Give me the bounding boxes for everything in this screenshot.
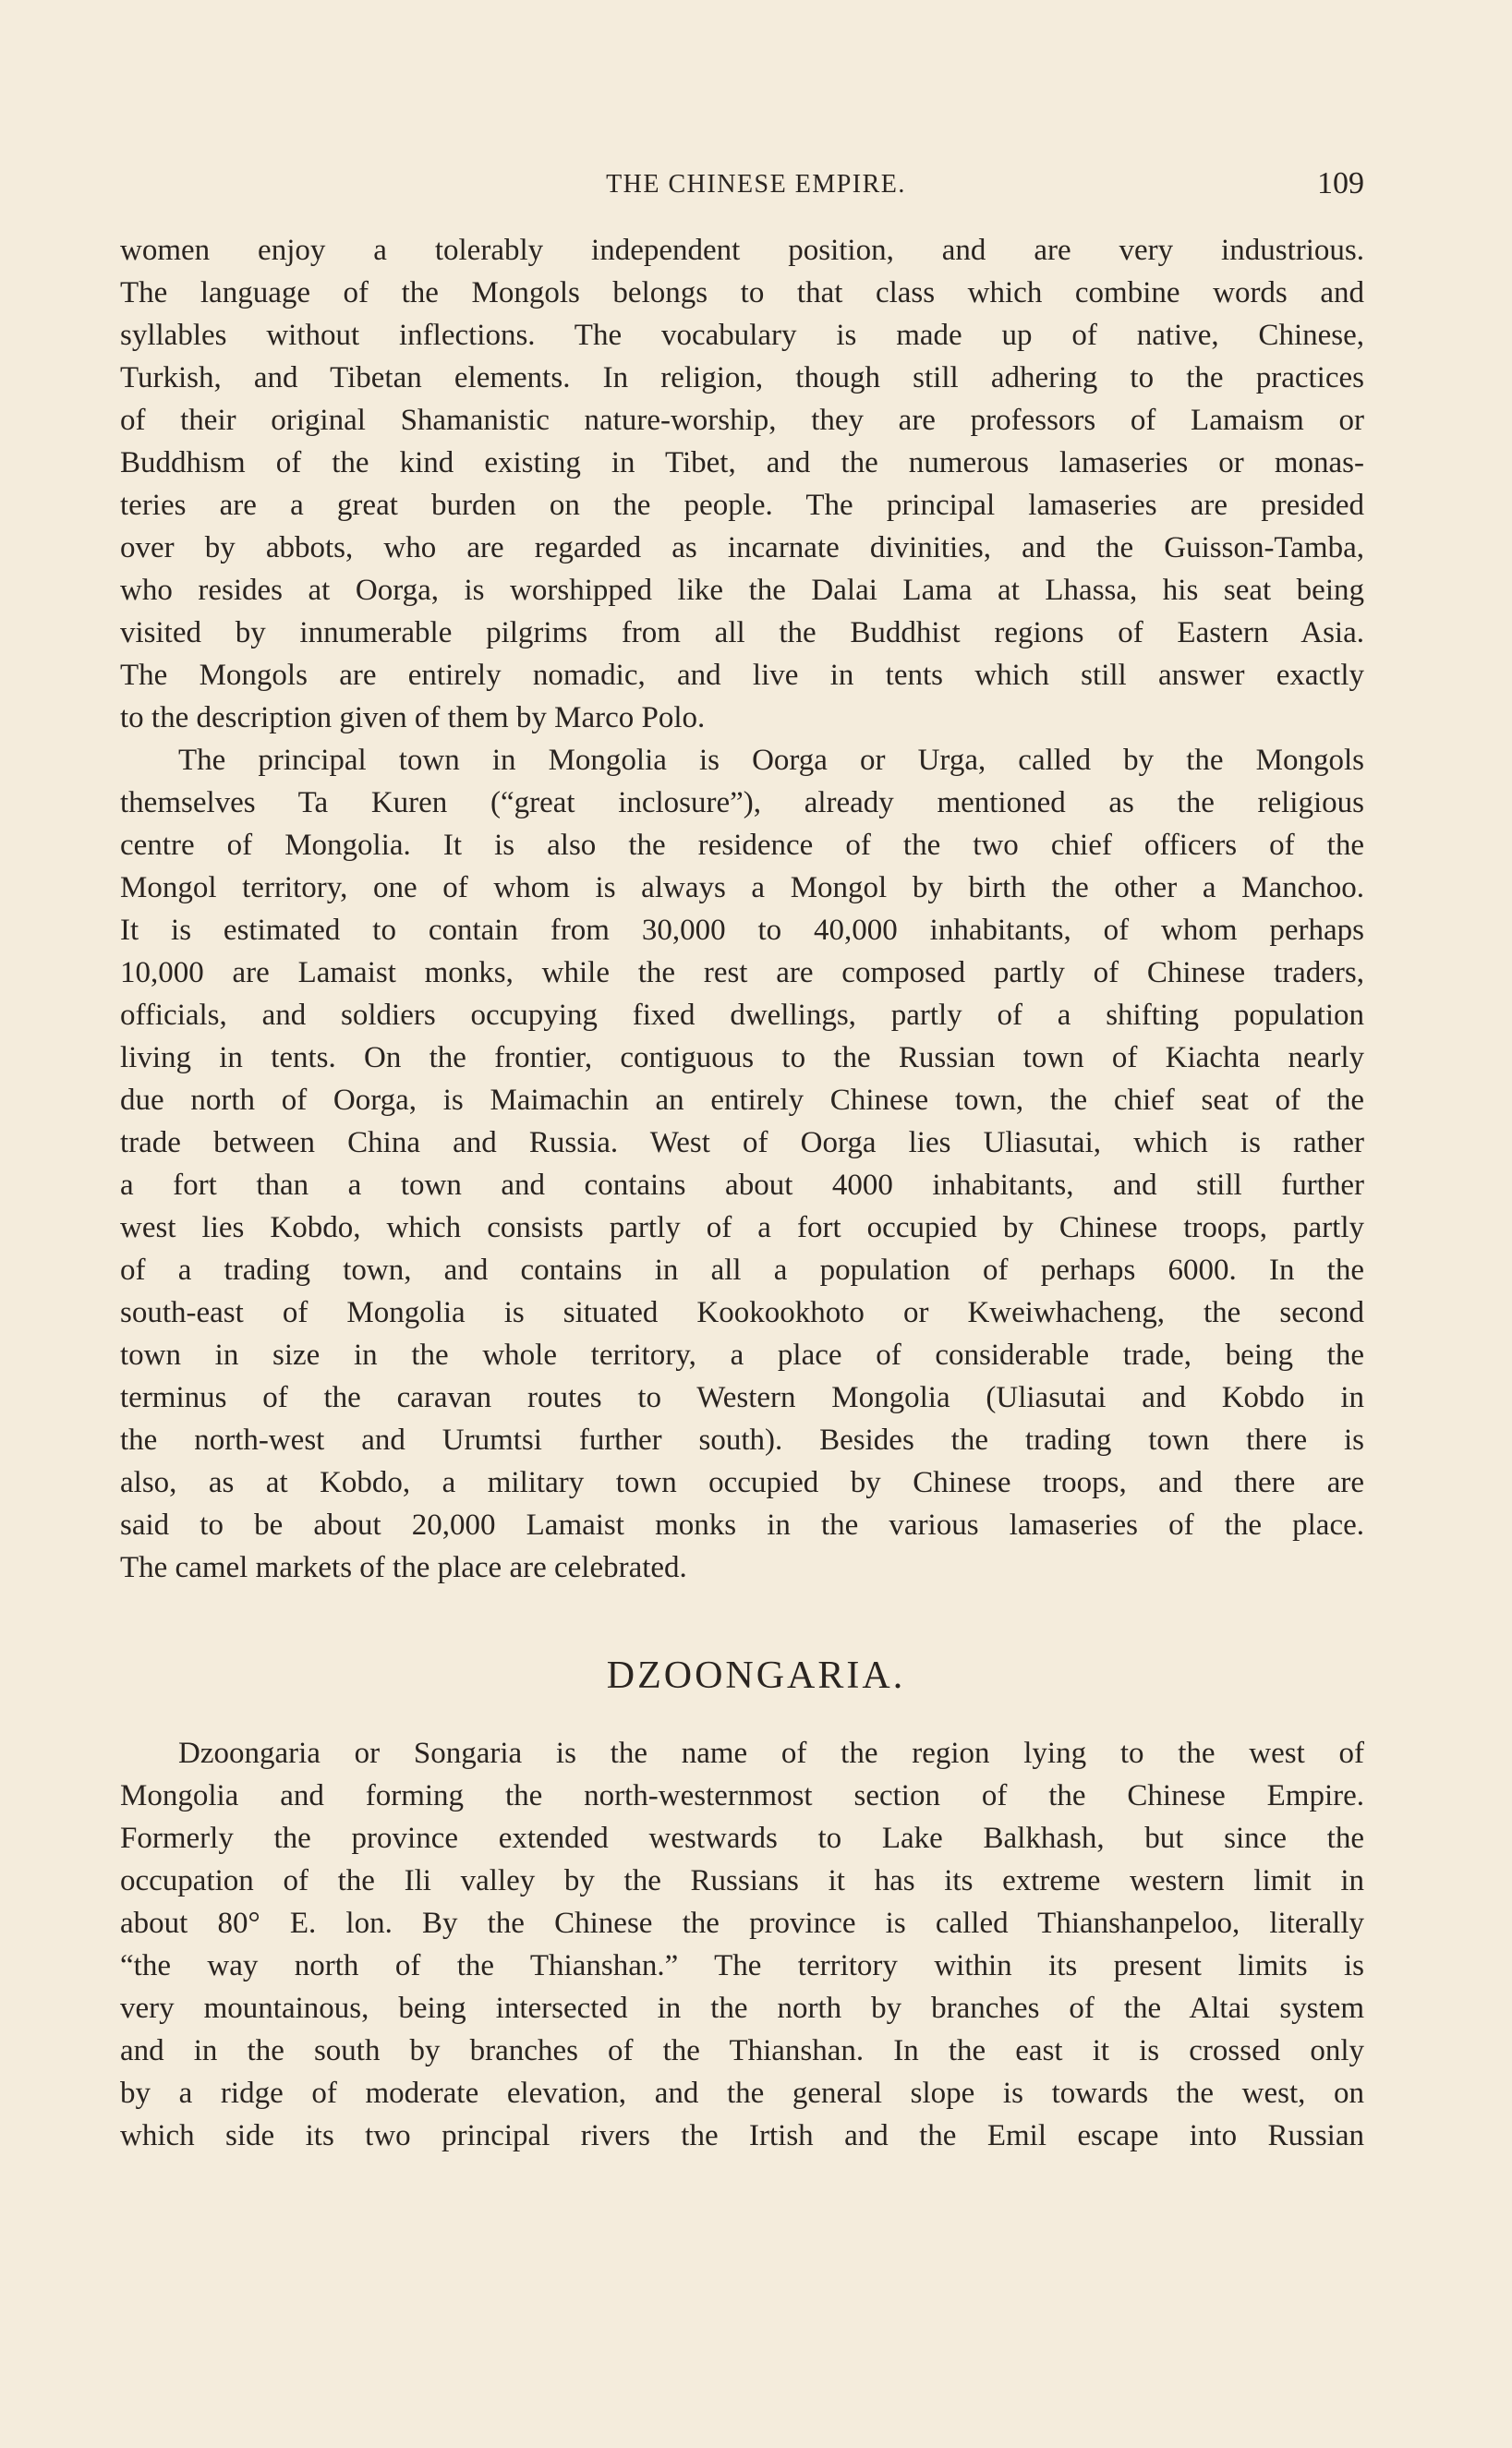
section-heading: DZOONGARIA. bbox=[606, 1654, 906, 1697]
text-line: The language of the Mongols belongs to that class which combine words and bbox=[120, 276, 1364, 309]
text-line: themselves Ta Kuren (“great inclosure”), already mentioned as the religious bbox=[120, 786, 1364, 819]
text-line: terminus of the caravan routes to Western Mongolia (Uliasutai and Kobdo in bbox=[120, 1381, 1364, 1414]
text-line: the north-west and Urumtsi further south). Besides the trading town there is bbox=[120, 1424, 1364, 1457]
text-line: a fort than a town and contains about 4000 inhabitants, and still further bbox=[120, 1169, 1364, 1202]
page-number: 109 bbox=[1317, 166, 1364, 200]
text-line: about 80° E. lon. By the Chinese the province is called Thianshanpeloo, literally bbox=[120, 1907, 1364, 1940]
text-line: occupation of the Ili valley by the Russians it has its extreme western limit in bbox=[120, 1864, 1364, 1897]
text-line: officials, and soldiers occupying fixed dwellings, partly of a shifting population bbox=[120, 999, 1364, 1032]
text-line: who resides at Oorga, is worshipped like the Dalai Lama at Lhassa, his seat being bbox=[120, 574, 1364, 607]
text-line: Turkish, and Tibetan elements. In religion, though still adhering to the practices bbox=[120, 361, 1364, 394]
text-line: The camel markets of the place are celebrated. bbox=[120, 1551, 687, 1584]
text-line: Formerly the province extended westwards to Lake Balkhash, but since the bbox=[120, 1822, 1364, 1855]
text-line: centre of Mongolia. It is also the residence of the two chief officers of the bbox=[120, 829, 1364, 862]
text-line: The Mongols are entirely nomadic, and live in tents which still answer exactly bbox=[120, 659, 1364, 692]
text-line: women enjoy a tolerably independent position, and are very industrious. bbox=[120, 234, 1364, 267]
text-line: The principal town in Mongolia is Oorga or Urga, called by the Mongols bbox=[178, 744, 1364, 777]
text-line: to the description given of them by Marco Polo. bbox=[120, 701, 706, 734]
text-line: over by abbots, who are regarded as incarnate divinities, and the Guisson-Tamba, bbox=[120, 531, 1364, 564]
running-head bbox=[0, 166, 1512, 207]
text-line: also, as at Kobdo, a military town occupied by Chinese troops, and there are bbox=[120, 1466, 1364, 1499]
text-line: Mongol territory, one of whom is always a Mongol by birth the other a Manchoo. bbox=[120, 871, 1364, 904]
text-line: living in tents. On the frontier, contiguous to the Russian town of Kiachta nearly bbox=[120, 1041, 1364, 1074]
text-line: trade between China and Russia. West of Oorga lies Uliasutai, which is rather bbox=[120, 1126, 1364, 1159]
text-line: of their original Shamanistic nature-worship, they are professors of Lamaism or bbox=[120, 404, 1364, 437]
running-title: THE CHINESE EMPIRE. bbox=[606, 170, 906, 199]
text-line: visited by innumerable pilgrims from all the Buddhist regions of Eastern Asia. bbox=[120, 616, 1364, 649]
text-line: south-east of Mongolia is situated Kookookhoto or Kweiwhacheng, the second bbox=[120, 1296, 1364, 1329]
text-line: due north of Oorga, is Maimachin an entirely Chinese town, the chief seat of the bbox=[120, 1084, 1364, 1117]
text-line: said to be about 20,000 Lamaist monks in the various lamaseries of the place. bbox=[120, 1509, 1364, 1542]
text-line: Buddhism of the kind existing in Tibet, and the numerous lamaseries or monas- bbox=[120, 446, 1364, 479]
text-line: syllables without inflections. The vocabulary is made up of native, Chinese, bbox=[120, 319, 1364, 352]
text-line: Mongolia and forming the north-westernmost section of the Chinese Empire. bbox=[120, 1779, 1364, 1812]
text-line: teries are a great burden on the people. The principal lamaseries are presided bbox=[120, 489, 1364, 522]
text-line: “the way north of the Thianshan.” The territory within its present limits is bbox=[120, 1949, 1364, 1982]
text-line: It is estimated to contain from 30,000 to 40,000 inhabitants, of whom perhaps bbox=[120, 914, 1364, 947]
text-line: of a trading town, and contains in all a population of perhaps 6000. In the bbox=[120, 1254, 1364, 1287]
text-line: and in the south by branches of the Thianshan. In the east it is crossed only bbox=[120, 2034, 1364, 2067]
text-line: by a ridge of moderate elevation, and the general slope is towards the west, on bbox=[120, 2077, 1364, 2110]
text-line: west lies Kobdo, which consists partly of a fort occupied by Chinese troops, partly bbox=[120, 1211, 1364, 1244]
text-line: town in size in the whole territory, a place of considerable trade, being the bbox=[120, 1339, 1364, 1372]
text-line: 10,000 are Lamaist monks, while the rest are composed partly of Chinese traders, bbox=[120, 956, 1364, 989]
text-line: very mountainous, being intersected in the north by branches of the Altai system bbox=[120, 1992, 1364, 2025]
text-line: which side its two principal rivers the Irtish and the Emil escape into Russian bbox=[120, 2119, 1364, 2152]
text-line: Dzoongaria or Songaria is the name of the region lying to the west of bbox=[178, 1737, 1364, 1770]
